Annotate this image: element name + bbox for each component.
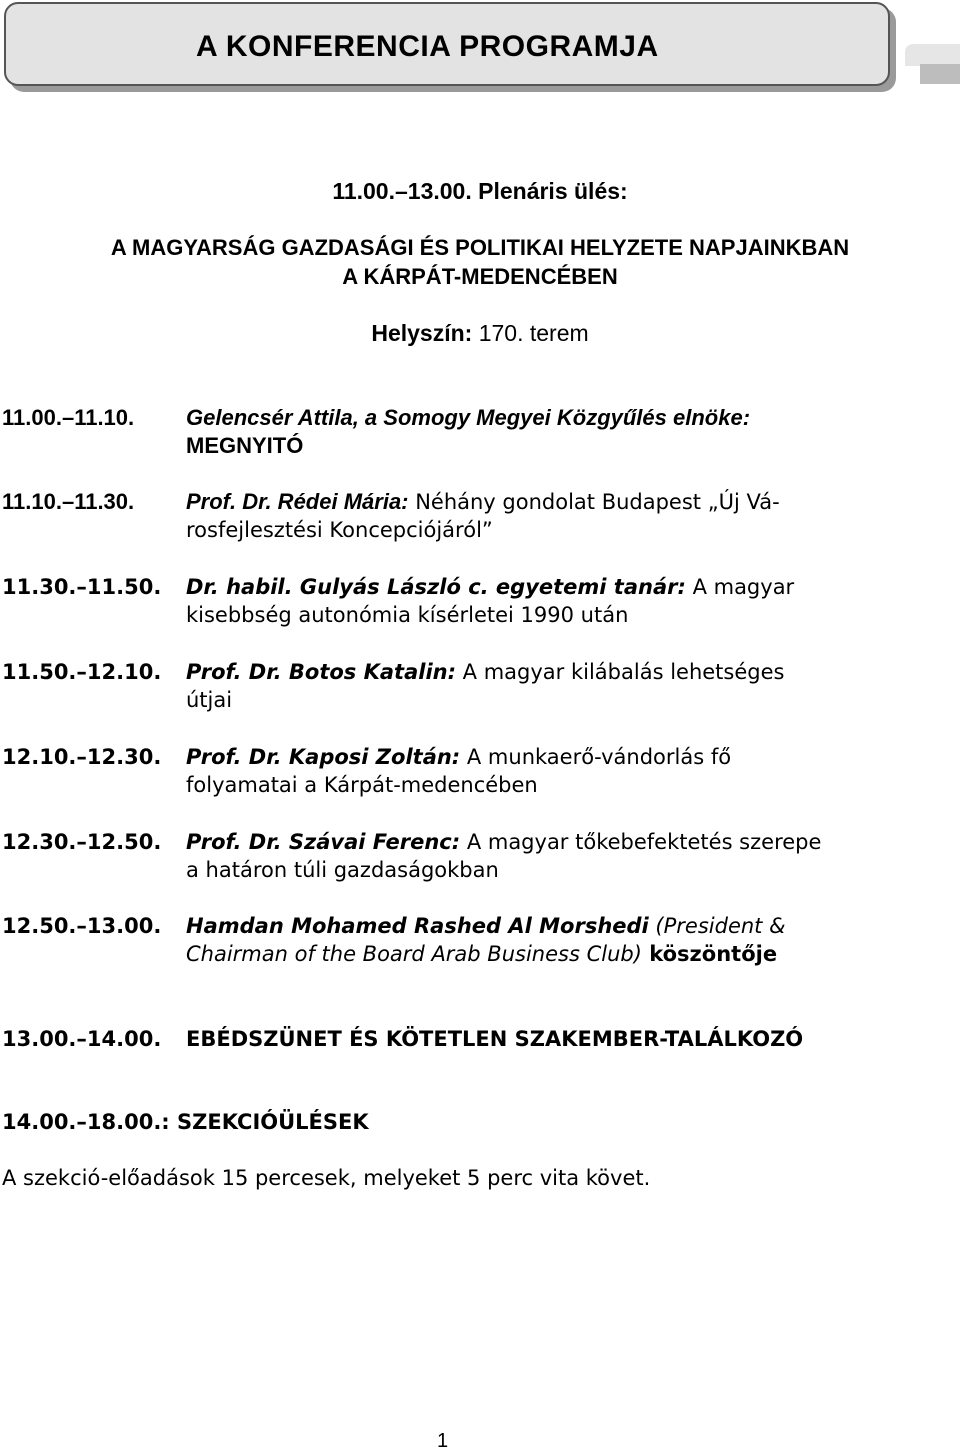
topic: A magyar tőkebefektetés szerepe (460, 830, 822, 854)
title-box (4, 2, 890, 86)
speaker: Prof. Dr. Botos Katalin: (186, 660, 456, 684)
topic-line-2: folyamatai a Kárpát-medencében (186, 773, 538, 797)
program-description (186, 828, 906, 884)
topic: Néhány gondolat Budapest „Új Vá- (408, 490, 780, 514)
venue (0, 320, 960, 347)
sections-note: A szekció-előadások 15 percesek, melyeket 5 perc vita követ. (2, 1166, 651, 1190)
lunch-label: EBÉDSZÜNET ÉS KÖTETLEN SZAKEMBER-TALÁLKOZÓ (186, 1027, 804, 1051)
topic: (President & (648, 914, 786, 938)
program-description (186, 404, 906, 460)
program-description (186, 573, 906, 629)
plenary-heading: 11.00.–13.00. Plenáris ülés: (332, 178, 628, 204)
program-description (186, 658, 906, 714)
topic-line-2: a határon túli gazdaságokban (186, 858, 499, 882)
corner-tab (905, 44, 960, 66)
program-time: 11.10.–11.30. (2, 489, 135, 514)
topic-line-2: útjai (186, 688, 233, 712)
page-title: A KONFERENCIA PROGRAMJA (196, 30, 659, 63)
topic: A munkaerő-vándorlás fő (460, 745, 732, 769)
topic-line-2: Chairman of the Board Arab Business Club) (186, 942, 642, 966)
program-time: 12.50.–13.00. (2, 914, 162, 938)
venue-value: 170. terem (478, 320, 589, 346)
speaker: Prof. Dr. Kaposi Zoltán: (186, 745, 461, 769)
speaker: Prof. Dr. Rédei Mária: (186, 489, 409, 514)
topic-line-2: kisebbség autonómia kísérletei 1990 után (186, 603, 629, 627)
lunch-time: 13.00.–14.00. (2, 1027, 162, 1051)
topic-line-2: MEGNYITÓ (186, 433, 304, 458)
program-description (186, 743, 906, 799)
program-time: 12.30.–12.50. (2, 830, 162, 854)
speaker: Gelencsér Attila, a Somogy Megyei Közgyűlés elnöke: (186, 405, 751, 430)
program-description (186, 488, 906, 544)
program-time: 11.00.–11.10. (2, 405, 135, 430)
speaker: Prof. Dr. Szávai Ferenc: (186, 830, 461, 854)
program-time: 11.50.–12.10. (2, 660, 162, 684)
topic-line-2: rosfejlesztési Koncepciójáról” (186, 518, 493, 542)
program-time: 11.30.–11.50. (2, 575, 162, 599)
speaker: Hamdan Mohamed Rashed Al Morshedi (186, 914, 649, 938)
program-description (186, 912, 906, 968)
venue-label: Helyszín: (371, 320, 473, 346)
session-title-line-1: A MAGYARSÁG GAZDASÁGI ÉS POLITIKAI HELYZETE NAPJAINKBAN (110, 235, 850, 260)
sections-heading: 14.00.–18.00.: SZEKCIÓÜLÉSEK (2, 1110, 369, 1134)
program-time: 12.10.–12.30. (2, 745, 162, 769)
corner-tab-shadow (920, 64, 960, 84)
topic-line-2-end: köszöntője (641, 942, 778, 966)
page-number: 1 (437, 1430, 449, 1452)
topic: A magyar (685, 575, 795, 599)
speaker: Dr. habil. Gulyás László c. egyetemi tanár: (186, 575, 686, 599)
session-title-line-2: A KÁRPÁT-MEDENCÉBEN (342, 264, 618, 289)
topic: A magyar kilábalás lehetséges (456, 660, 785, 684)
